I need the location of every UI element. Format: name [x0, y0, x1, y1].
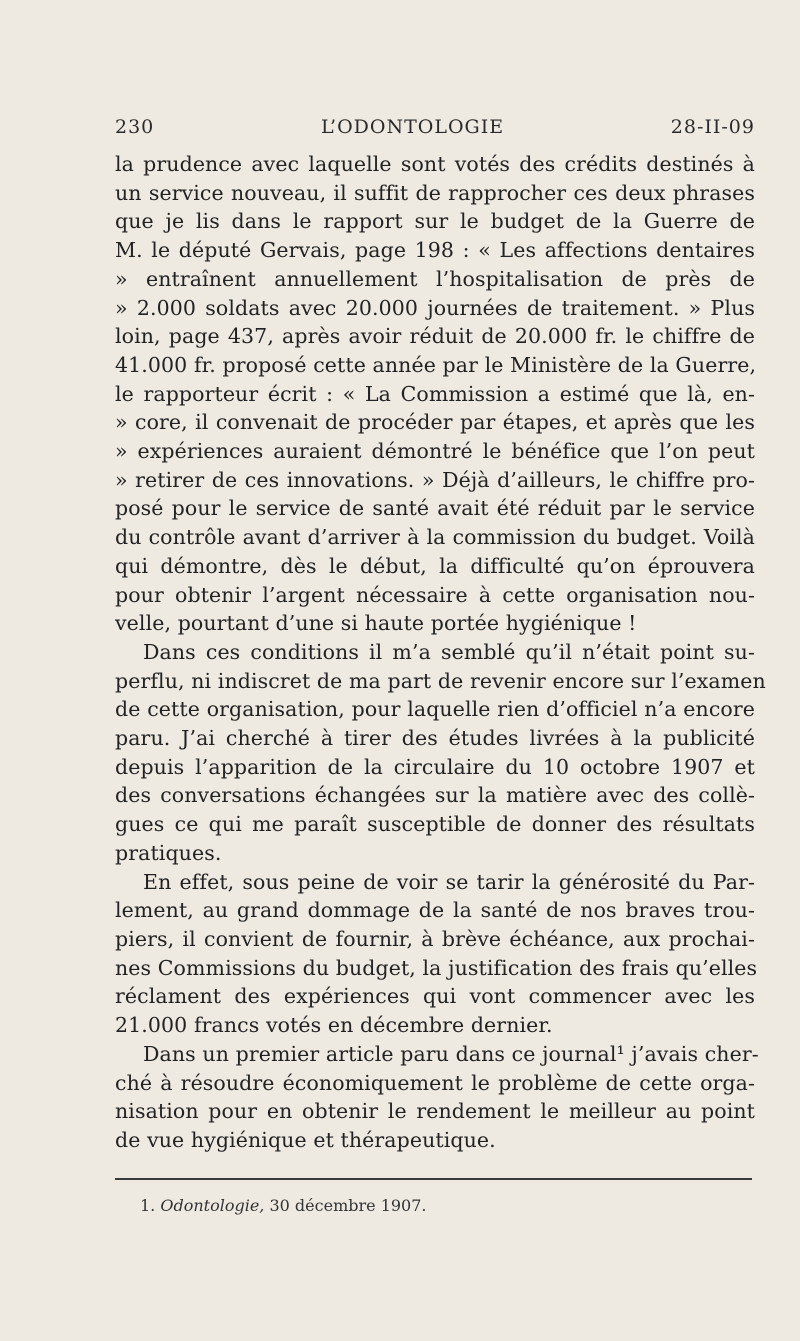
text-line: » 2.000 soldats avec 20.000 journées de traitement. » Plus [115, 295, 755, 320]
text-line: Dans ces conditions il m’a semblé qu’il n’était point su- [143, 639, 755, 664]
text-line: » core, il convenait de procéder par étapes, et après que les [115, 410, 755, 435]
footnote-journal-title: Odontologie, [160, 1196, 265, 1215]
text-line: la prudence avec laquelle sont votés des crédits destinés à [115, 152, 755, 176]
running-title: L’ODONTOLOGIE [320, 116, 505, 138]
text-line: des conversations échangées sur la matière avec des collè- [115, 783, 755, 808]
text-line: ché à résoudre économiquement le problème de cette orga- [115, 1070, 755, 1095]
text-line: du contrôle avant d’arriver à la commission du budget. Voilà [115, 525, 755, 550]
text-line: nes Commissions du budget, la justification des frais qu’elles [115, 955, 758, 980]
text-line: un service nouveau, il suffit de rapprocher ces deux phrases [115, 180, 755, 205]
text-line: le rapporteur écrit : « La Commission a estimé que là, en- [115, 381, 755, 406]
text-line: M. le député Gervais, page 198 : « Les affections dentaires [115, 238, 755, 263]
body-text [115, 150, 766, 1155]
page-number: 230 [115, 116, 155, 138]
footnote-number: 1. [140, 1196, 156, 1215]
text-line: nisation pour en obtenir le rendement le meilleur au point [115, 1099, 755, 1124]
text-line: réclament des expériences qui vont commencer avec les [115, 984, 755, 1009]
text-line: gues ce qui me paraît susceptible de donner des résultats [115, 812, 755, 837]
text-line: paru. J’ai cherché à tirer des études livrées à la publicité [115, 726, 755, 751]
footnote-date: 30 décembre 1907. [269, 1196, 427, 1215]
text-line: Dans un premier article paru dans ce journal¹ j’avais cher- [143, 1041, 759, 1066]
text-line: » entraînent annuellement l’hospitalisation de près de [115, 266, 755, 291]
text-line: » retirer de ces innovations. » Déjà d’ailleurs, le chiffre pro- [115, 467, 755, 492]
text-line: En effet, sous peine de voir se tarir la générosité du Par- [143, 869, 755, 894]
text-line: de cette organisation, pour laquelle rien d’officiel n’a encore [115, 697, 755, 722]
text-line: pratiques. [115, 840, 222, 865]
text-line: 41.000 fr. proposé cette année par le Ministère de la Guerre, [115, 352, 757, 377]
text-line: qui démontre, dès le début, la difficulté qu’on éprouvera [115, 553, 755, 578]
text-line: de vue hygiénique et thérapeutique. [115, 1127, 496, 1152]
running-header [115, 116, 755, 138]
text-line: que je lis dans le rapport sur le budget de la Guerre de [115, 209, 755, 234]
text-line: piers, il convient de fournir, à brève échéance, aux prochai- [115, 926, 755, 951]
issue-date: 28-II-09 [670, 116, 755, 138]
text-line: perflu, ni indiscret de ma part de revenir encore sur l’examen [115, 668, 766, 693]
text-line: lement, au grand dommage de la santé de nos braves trou- [115, 898, 755, 923]
footnote [140, 1196, 427, 1215]
paragraph [115, 1040, 759, 1155]
paragraph [115, 638, 766, 868]
text-line: 21.000 francs votés en décembre dernier. [115, 1013, 553, 1038]
text-line: depuis l’apparition de la circulaire du 10 octobre 1907 et [115, 754, 755, 779]
text-line: velle, pourtant d’une si haute portée hygiénique ! [115, 611, 637, 636]
footnote-separator [115, 1178, 752, 1180]
text-line: posé pour le service de santé avait été réduit par le service [115, 496, 755, 521]
paragraph [115, 868, 758, 1040]
text-line: pour obtenir l’argent nécessaire à cette organisation nou- [115, 582, 755, 607]
text-line: loin, page 437, après avoir réduit de 20.000 fr. le chiffre de [115, 324, 755, 349]
paragraph [115, 150, 755, 638]
text-line: » expériences auraient démontré le bénéfice que l’on peut [115, 439, 755, 464]
